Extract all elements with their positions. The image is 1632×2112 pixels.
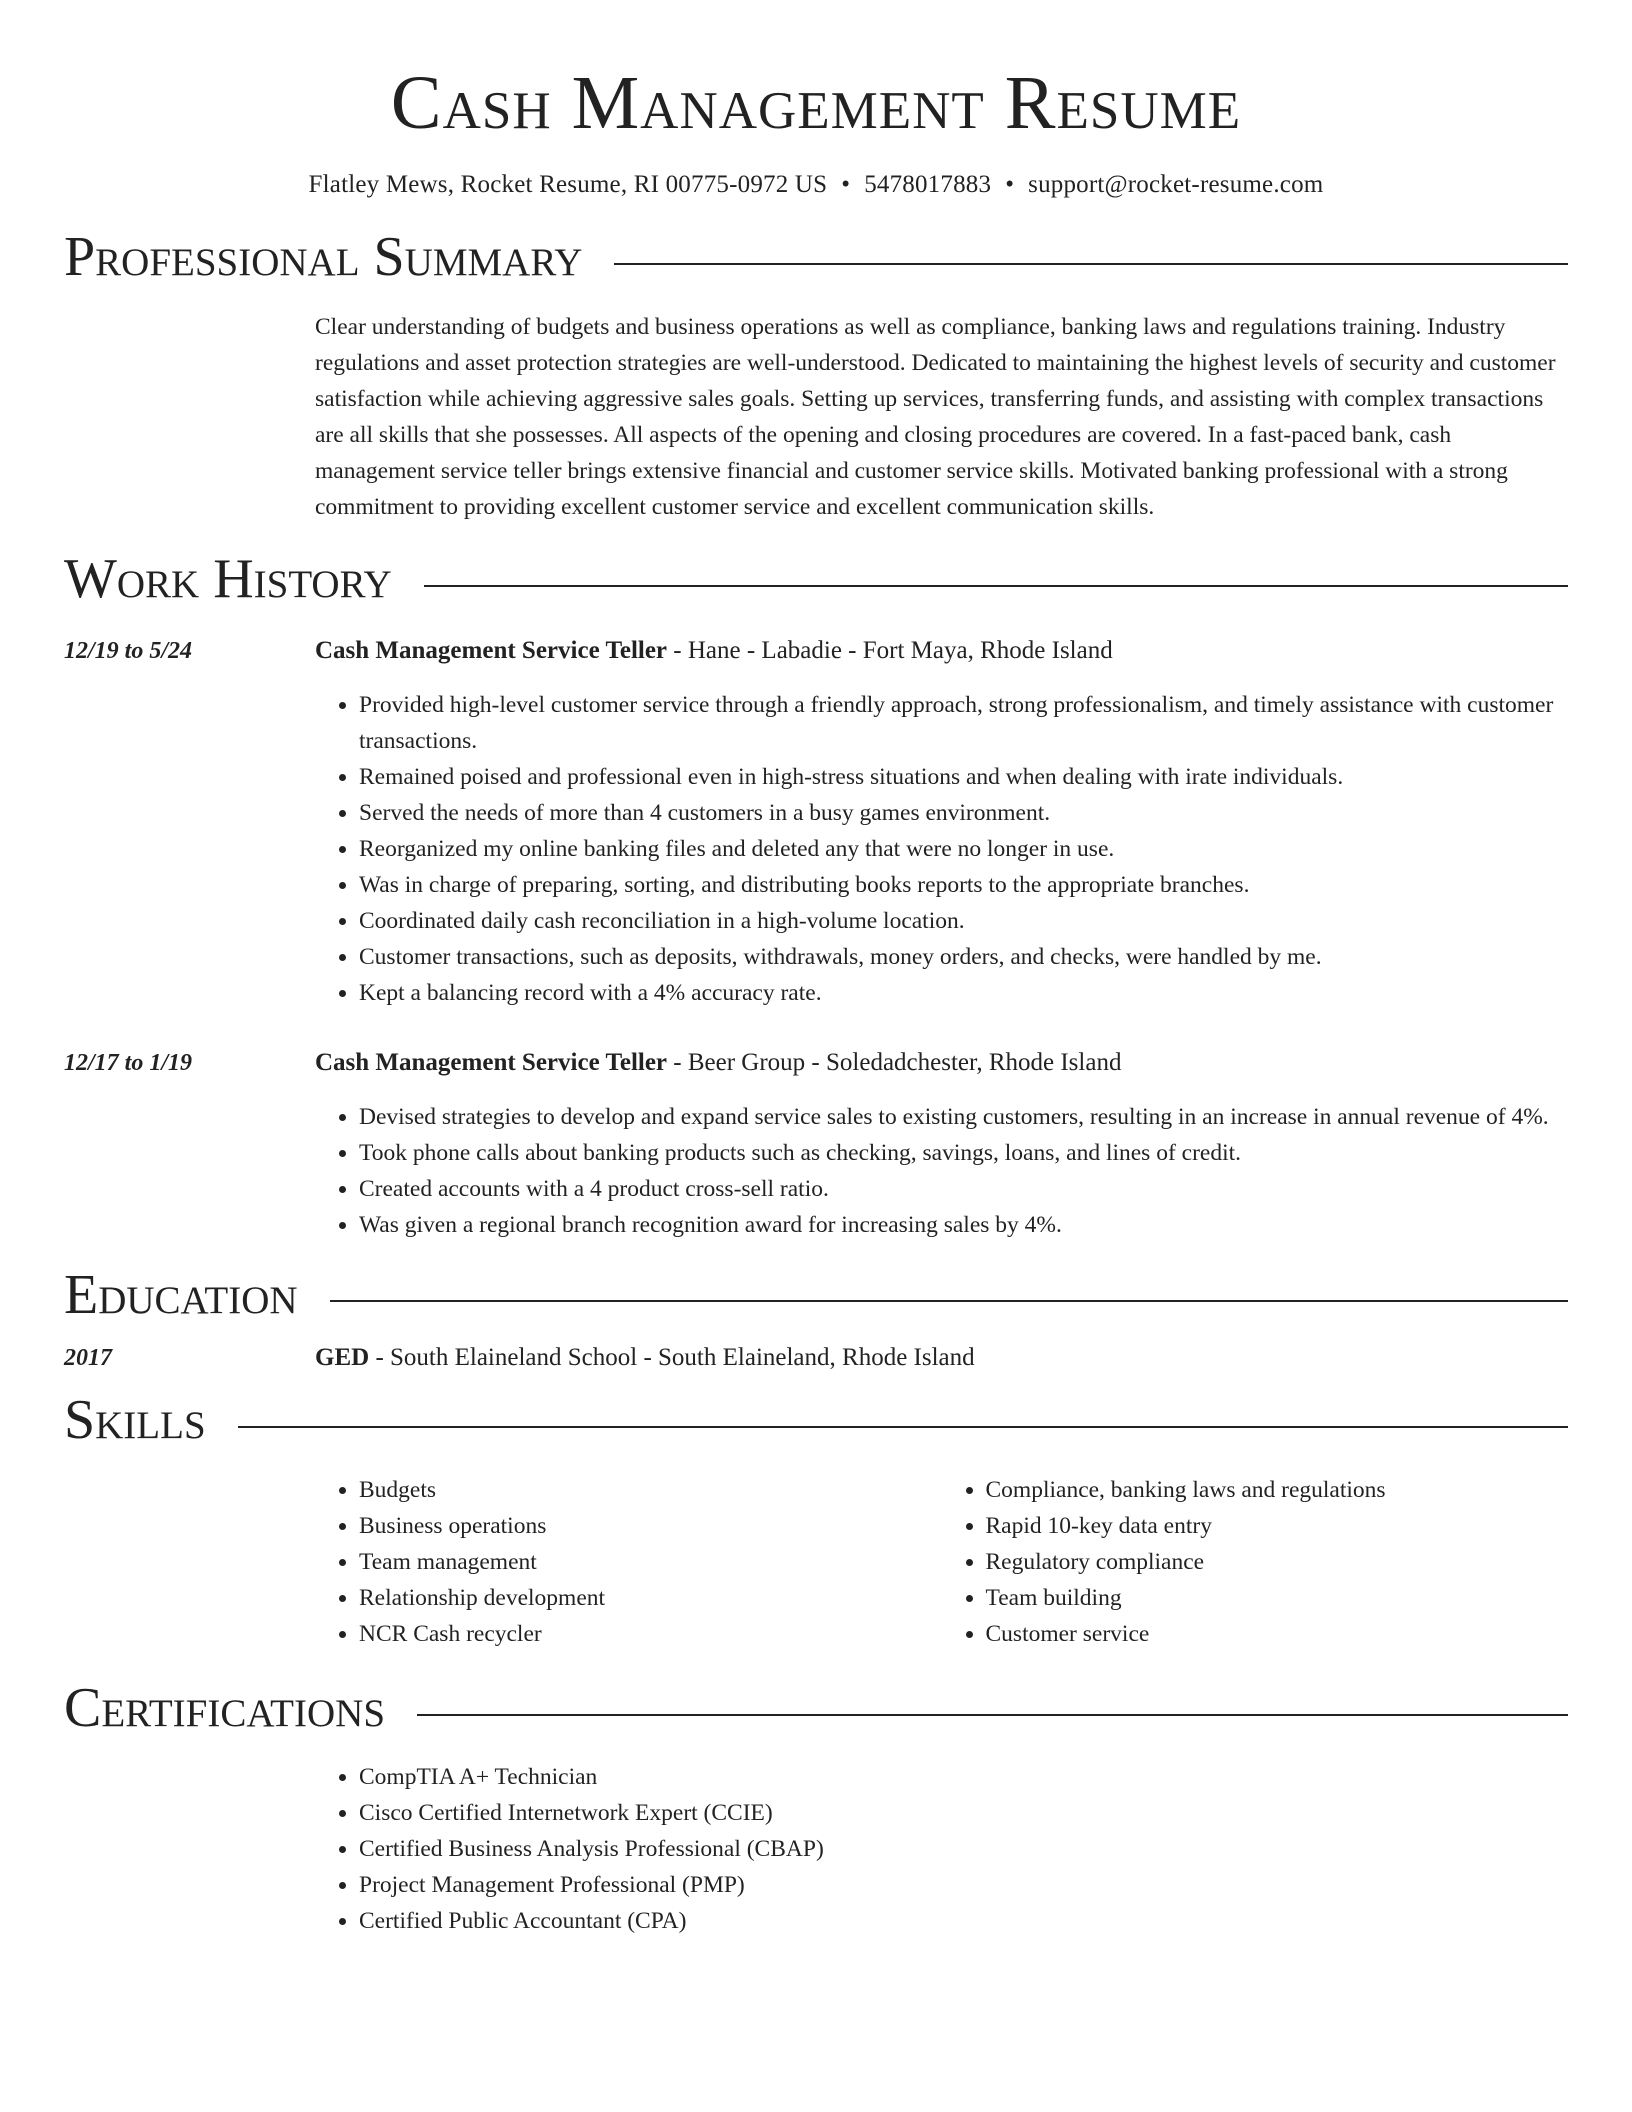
skills-section-title: Skills [64, 1389, 206, 1452]
list-item: • NCR Cash recycler [359, 1616, 942, 1652]
list-item: • Budgets [359, 1472, 942, 1508]
list-item: • Regulatory compliance [986, 1544, 1569, 1580]
job-heading [315, 633, 1568, 669]
education-heading [315, 1340, 1568, 1376]
education-degree: GED [315, 1344, 370, 1372]
contact-separator: • [841, 171, 851, 199]
certifications-list [315, 1759, 1568, 1939]
education-details: - South Elaineland School - South Elaineland, Rhode Island [369, 1344, 975, 1372]
education-section-header [64, 1265, 1568, 1327]
section-divider [330, 1300, 1568, 1302]
section-divider [424, 585, 1568, 587]
job-details: - Beer Group - Soledadchester, Rhode Island [667, 1048, 1122, 1076]
section-divider [417, 1714, 1568, 1716]
education-entry [64, 1340, 1568, 1376]
job-role: Cash Management Service Teller [315, 1048, 668, 1076]
list-item: • CompTIA A+ Technician [359, 1759, 1568, 1795]
job-entry [64, 1045, 1568, 1243]
job-role: Cash Management Service Teller [315, 636, 668, 664]
job-body [315, 633, 1568, 1011]
contact-phone: 5478017883 [864, 171, 992, 199]
summary-section-title: Professional Summary [64, 226, 583, 289]
list-item: • Was in charge of preparing, sorting, and distributing books reports to the appropriate branches. [359, 867, 1568, 903]
list-item: • Devised strategies to develop and expand service sales to existing customers, resulting in an increase in annual revenue of 4%. [359, 1099, 1568, 1135]
contact-separator: • [1005, 171, 1015, 199]
list-item: • Reorganized my online banking files and deleted any that were no longer in use. [359, 831, 1568, 867]
skills-grid [315, 1472, 1568, 1652]
work-section-title: Work History [64, 547, 392, 610]
list-item: • Team building [986, 1580, 1569, 1616]
skills-column-right [942, 1472, 1569, 1652]
list-item: • Team management [359, 1544, 942, 1580]
list-item: • Created accounts with a 4 product cross-sell ratio. [359, 1171, 1568, 1207]
contact-email[interactable]: support@rocket-resume.com [1028, 171, 1324, 199]
job-entry [64, 633, 1568, 1011]
job-bullets [315, 687, 1568, 1011]
education-year: 2017 [64, 1345, 112, 1372]
section-divider [614, 263, 1568, 265]
list-item: • Certified Public Accountant (CPA) [359, 1903, 1568, 1939]
list-item: • Provided high-level customer service through a friendly approach, strong professionalism, and timely assistance with customer transactions. [359, 687, 1568, 759]
list-item: • Took phone calls about banking products such as checking, savings, loans, and lines of credit. [359, 1135, 1568, 1171]
resume-name: Cash Management Resume [390, 61, 1242, 145]
list-item: • Rapid 10-key data entry [986, 1508, 1569, 1544]
list-item: • Kept a balancing record with a 4% accuracy rate. [359, 975, 1568, 1011]
list-item: • Was given a regional branch recognition award for increasing sales by 4%. [359, 1207, 1568, 1243]
skills-column-left [315, 1472, 942, 1652]
job-details: - Hane - Labadie - Fort Maya, Rhode Island [667, 636, 1113, 664]
job-dates: 12/19 to 5/24 [64, 637, 193, 664]
list-item: • Project Management Professional (PMP) [359, 1867, 1568, 1903]
list-item: • Customer service [986, 1616, 1569, 1652]
education-body [315, 1340, 1568, 1376]
work-section-header [64, 549, 1568, 611]
contact-address: Flatley Mews, Rocket Resume, RI 00775-0972 US [308, 171, 828, 199]
certifications-section-title: Certifications [64, 1676, 386, 1739]
job-dates: 12/17 to 1/19 [64, 1049, 193, 1076]
summary-text: Clear understanding of budgets and business operations as well as compliance, banking laws and regulations training. Industry regulations and asset protection strategies are well-understood. Dedicated to maintaining the highest levels of security and customer satisfaction while achieving aggressive sales goals. Setting up services, transferring funds, and assisting with complex transactions are all skills that she possesses. All aspects of the opening and closing procedures are covered. In a fast-paced bank, cash management service teller brings extensive financial and customer service skills. Motivated banking professional with a strong commitment to providing excellent customer service and excellent communication skills. [315, 313, 1556, 520]
list-item: • Coordinated daily cash reconciliation in a high-volume location. [359, 903, 1568, 939]
list-item: • Remained poised and professional even in high-stress situations and when dealing with irate individuals. [359, 759, 1568, 795]
list-item: • Business operations [359, 1508, 942, 1544]
section-divider [238, 1426, 1568, 1428]
list-item: • Served the needs of more than 4 customers in a busy games environment. [359, 795, 1568, 831]
list-item: • Certified Business Analysis Professional (CBAP) [359, 1831, 1568, 1867]
job-body [315, 1045, 1568, 1243]
summary-section-header [64, 227, 1568, 289]
education-section-title: Education [64, 1263, 298, 1326]
job-bullets [315, 1099, 1568, 1243]
job-heading [315, 1045, 1568, 1081]
certifications-bullets [315, 1759, 1568, 1939]
skills-section-header [64, 1390, 1568, 1452]
list-item: • Relationship development [359, 1580, 942, 1616]
list-item: • Cisco Certified Internetwork Expert (CCIE) [359, 1795, 1568, 1831]
contact-line [64, 171, 1568, 199]
list-item: • Compliance, banking laws and regulations [986, 1472, 1569, 1508]
certifications-section-header [64, 1678, 1568, 1740]
list-item: • Customer transactions, such as deposits, withdrawals, money orders, and checks, were handled by me. [359, 939, 1568, 975]
